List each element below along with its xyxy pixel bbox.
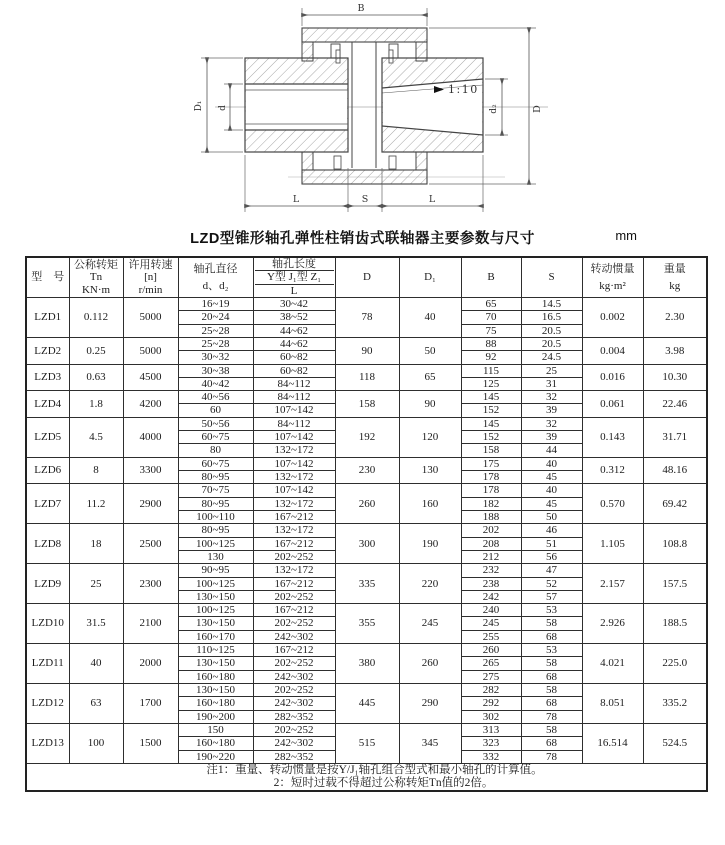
inertia-cell: 16.514 bbox=[582, 723, 643, 763]
table-row bbox=[26, 297, 707, 310]
speed-cell: 1700 bbox=[123, 684, 178, 724]
bore-length-cell: 84~112 bbox=[253, 377, 335, 390]
B-cell: 145 bbox=[461, 391, 521, 404]
model-cell: LZD10 bbox=[26, 604, 69, 644]
speed-cell: 5000 bbox=[123, 337, 178, 364]
torque-cell: 25 bbox=[69, 564, 123, 604]
header-bore-length: 轴孔长度 Y型 J₁型 Z₁ L bbox=[253, 257, 335, 297]
speed-cell: 2900 bbox=[123, 484, 178, 524]
D-cell: 355 bbox=[335, 604, 399, 644]
table-row bbox=[26, 364, 707, 377]
header-bore-diameter: 轴孔直径 d、d₂ bbox=[178, 257, 253, 297]
weight-cell: 48.16 bbox=[643, 457, 707, 484]
bore-length-cell: 30~42 bbox=[253, 297, 335, 310]
bore-length-cell: 202~252 bbox=[253, 723, 335, 736]
D1-cell: 345 bbox=[399, 723, 461, 763]
sleeve-top bbox=[302, 28, 427, 42]
model-cell: LZD5 bbox=[26, 417, 69, 457]
bore-length-cell: 107~142 bbox=[253, 431, 335, 444]
bore-diameter-cell: 60 bbox=[178, 404, 253, 417]
bore-diameter-cell: 80~95 bbox=[178, 497, 253, 510]
taper-label: 1:10 bbox=[448, 83, 479, 96]
bore-diameter-cell: 100~110 bbox=[178, 510, 253, 523]
S-cell: 51 bbox=[521, 537, 582, 550]
B-cell: 175 bbox=[461, 457, 521, 470]
B-cell: 313 bbox=[461, 723, 521, 736]
B-cell: 240 bbox=[461, 604, 521, 617]
B-cell: 158 bbox=[461, 444, 521, 457]
speed-cell: 4200 bbox=[123, 391, 178, 418]
bore-length-cell: 132~172 bbox=[253, 564, 335, 577]
S-cell: 78 bbox=[521, 750, 582, 763]
table-row bbox=[26, 604, 707, 617]
bore-left bbox=[246, 84, 347, 130]
header-weight: 重量 kg bbox=[643, 257, 707, 297]
model-cell: LZD11 bbox=[26, 644, 69, 684]
bore-diameter-cell: 150 bbox=[178, 723, 253, 736]
model-cell: LZD2 bbox=[26, 337, 69, 364]
bore-length-cell: 167~212 bbox=[253, 510, 335, 523]
bore-length-cell: 167~212 bbox=[253, 644, 335, 657]
D-cell: 118 bbox=[335, 364, 399, 391]
bore-diameter-cell: 40~42 bbox=[178, 377, 253, 390]
B-cell: 70 bbox=[461, 311, 521, 324]
sleeve-bottom bbox=[302, 170, 427, 184]
bore-length-cell: 132~172 bbox=[253, 471, 335, 484]
dim-label-S: S bbox=[361, 194, 369, 205]
bore-length-cell: 132~172 bbox=[253, 524, 335, 537]
torque-cell: 18 bbox=[69, 524, 123, 564]
bore-diameter-cell: 90~95 bbox=[178, 564, 253, 577]
bore-length-cell: 242~302 bbox=[253, 630, 335, 643]
bore-diameter-cell: 130~150 bbox=[178, 657, 253, 670]
bore-length-cell: 167~212 bbox=[253, 604, 335, 617]
B-cell: 75 bbox=[461, 324, 521, 337]
model-cell: LZD6 bbox=[26, 457, 69, 484]
torque-cell: 100 bbox=[69, 723, 123, 763]
weight-cell: 225.0 bbox=[643, 644, 707, 684]
B-cell: 125 bbox=[461, 377, 521, 390]
inertia-cell: 0.570 bbox=[582, 484, 643, 524]
D1-cell: 260 bbox=[399, 644, 461, 684]
bore-length-cell: 167~212 bbox=[253, 577, 335, 590]
D1-cell: 220 bbox=[399, 564, 461, 604]
D1-cell: 190 bbox=[399, 524, 461, 564]
bore-length-cell: 132~172 bbox=[253, 497, 335, 510]
model-cell: LZD7 bbox=[26, 484, 69, 524]
bore-length-cell: 132~172 bbox=[253, 444, 335, 457]
bore-diameter-cell: 160~180 bbox=[178, 697, 253, 710]
bore-diameter-cell: 100~125 bbox=[178, 604, 253, 617]
S-cell: 57 bbox=[521, 590, 582, 603]
S-cell: 32 bbox=[521, 417, 582, 430]
table-body bbox=[26, 297, 707, 763]
inertia-cell: 2.926 bbox=[582, 604, 643, 644]
S-cell: 45 bbox=[521, 471, 582, 484]
inertia-cell: 0.143 bbox=[582, 417, 643, 457]
bore-length-cell: 44~62 bbox=[253, 324, 335, 337]
S-cell: 68 bbox=[521, 630, 582, 643]
B-cell: 245 bbox=[461, 617, 521, 630]
B-cell: 88 bbox=[461, 337, 521, 350]
bore-length-cell: 242~302 bbox=[253, 697, 335, 710]
model-cell: LZD4 bbox=[26, 391, 69, 418]
weight-cell: 524.5 bbox=[643, 723, 707, 763]
S-cell: 20.5 bbox=[521, 324, 582, 337]
unit-label: mm bbox=[615, 228, 637, 243]
D1-cell: 130 bbox=[399, 457, 461, 484]
bore-diameter-cell: 130~150 bbox=[178, 684, 253, 697]
torque-cell: 11.2 bbox=[69, 484, 123, 524]
torque-cell: 40 bbox=[69, 644, 123, 684]
S-cell: 24.5 bbox=[521, 351, 582, 364]
bore-diameter-cell: 25~28 bbox=[178, 324, 253, 337]
header-inertia: 转动惯量 kg·m² bbox=[582, 257, 643, 297]
bore-diameter-cell: 20~24 bbox=[178, 311, 253, 324]
weight-cell: 2.30 bbox=[643, 297, 707, 337]
weight-cell: 69.42 bbox=[643, 484, 707, 524]
bore-diameter-cell: 80~95 bbox=[178, 471, 253, 484]
speed-cell: 2000 bbox=[123, 644, 178, 684]
B-cell: 260 bbox=[461, 644, 521, 657]
speed-cell: 4500 bbox=[123, 364, 178, 391]
speed-cell: 2500 bbox=[123, 524, 178, 564]
B-cell: 323 bbox=[461, 737, 521, 750]
model-cell: LZD9 bbox=[26, 564, 69, 604]
bore-diameter-cell: 190~220 bbox=[178, 750, 253, 763]
bore-length-cell: 282~352 bbox=[253, 710, 335, 723]
B-cell: 115 bbox=[461, 364, 521, 377]
table-row bbox=[26, 564, 707, 577]
dim-label-L-left: L bbox=[292, 194, 300, 205]
bore-length-cell: 202~252 bbox=[253, 684, 335, 697]
dim-label-B: B bbox=[357, 3, 365, 14]
B-cell: 152 bbox=[461, 404, 521, 417]
B-cell: 242 bbox=[461, 590, 521, 603]
bore-length-cell: 44~62 bbox=[253, 337, 335, 350]
bore-length-cell: 202~252 bbox=[253, 550, 335, 563]
D-cell: 300 bbox=[335, 524, 399, 564]
D1-cell: 160 bbox=[399, 484, 461, 524]
inertia-cell: 1.105 bbox=[582, 524, 643, 564]
bore-diameter-cell: 30~38 bbox=[178, 364, 253, 377]
D-cell: 158 bbox=[335, 391, 399, 418]
inertia-cell: 0.312 bbox=[582, 457, 643, 484]
S-cell: 78 bbox=[521, 710, 582, 723]
bore-diameter-cell: 80~95 bbox=[178, 524, 253, 537]
B-cell: 332 bbox=[461, 750, 521, 763]
bore-length-cell: 60~82 bbox=[253, 351, 335, 364]
dim-label-D: D bbox=[532, 105, 543, 113]
bore-length-cell: 202~252 bbox=[253, 617, 335, 630]
torque-cell: 8 bbox=[69, 457, 123, 484]
bore-diameter-cell: 16~19 bbox=[178, 297, 253, 310]
bore-diameter-cell: 70~75 bbox=[178, 484, 253, 497]
header-speed: 许用转速 [n] r/min bbox=[123, 257, 178, 297]
page-title: LZD型锥形轴孔弹性柱销齿式联轴器主要参数与尺寸 bbox=[190, 231, 535, 247]
table-row bbox=[26, 391, 707, 404]
speed-cell: 1500 bbox=[123, 723, 178, 763]
bore-diameter-cell: 130~150 bbox=[178, 590, 253, 603]
S-cell: 68 bbox=[521, 737, 582, 750]
table-row bbox=[26, 644, 707, 657]
bore-diameter-cell: 60~75 bbox=[178, 457, 253, 470]
S-cell: 46 bbox=[521, 524, 582, 537]
bore-diameter-cell: 130 bbox=[178, 550, 253, 563]
dim-label-d2: d₂ bbox=[489, 104, 499, 114]
D1-cell: 90 bbox=[399, 391, 461, 418]
bore-length-cell: 202~252 bbox=[253, 590, 335, 603]
S-cell: 25 bbox=[521, 364, 582, 377]
D-cell: 230 bbox=[335, 457, 399, 484]
table-row bbox=[26, 417, 707, 430]
D-cell: 260 bbox=[335, 484, 399, 524]
weight-cell: 22.46 bbox=[643, 391, 707, 418]
notes-cell bbox=[26, 763, 707, 790]
D-cell: 515 bbox=[335, 723, 399, 763]
bore-diameter-cell: 160~170 bbox=[178, 630, 253, 643]
inertia-cell: 0.002 bbox=[582, 297, 643, 337]
coupling-drawing bbox=[0, 0, 725, 225]
inertia-cell: 0.016 bbox=[582, 364, 643, 391]
S-cell: 31 bbox=[521, 377, 582, 390]
D-cell: 90 bbox=[335, 337, 399, 364]
D-cell: 380 bbox=[335, 644, 399, 684]
torque-cell: 1.8 bbox=[69, 391, 123, 418]
B-cell: 208 bbox=[461, 537, 521, 550]
weight-cell: 108.8 bbox=[643, 524, 707, 564]
B-cell: 292 bbox=[461, 697, 521, 710]
bore-diameter-cell: 40~56 bbox=[178, 391, 253, 404]
D1-cell: 50 bbox=[399, 337, 461, 364]
bore-length-cell: 202~252 bbox=[253, 657, 335, 670]
torque-cell: 0.63 bbox=[69, 364, 123, 391]
table-row bbox=[26, 524, 707, 537]
bore-diameter-cell: 30~32 bbox=[178, 351, 253, 364]
inertia-cell: 8.051 bbox=[582, 684, 643, 724]
table-row bbox=[26, 337, 707, 350]
header-model: 型 号 bbox=[26, 257, 69, 297]
weight-cell: 3.98 bbox=[643, 337, 707, 364]
weight-cell: 31.71 bbox=[643, 417, 707, 457]
bore-diameter-cell: 25~28 bbox=[178, 337, 253, 350]
D1-cell: 245 bbox=[399, 604, 461, 644]
B-cell: 178 bbox=[461, 471, 521, 484]
S-cell: 53 bbox=[521, 644, 582, 657]
S-cell: 50 bbox=[521, 510, 582, 523]
table-row bbox=[26, 484, 707, 497]
B-cell: 182 bbox=[461, 497, 521, 510]
S-cell: 52 bbox=[521, 577, 582, 590]
model-cell: LZD8 bbox=[26, 524, 69, 564]
bore-length-cell: 167~212 bbox=[253, 537, 335, 550]
bore-length-cell: 84~112 bbox=[253, 417, 335, 430]
B-cell: 232 bbox=[461, 564, 521, 577]
torque-cell: 0.112 bbox=[69, 297, 123, 337]
S-cell: 40 bbox=[521, 457, 582, 470]
bore-diameter-cell: 110~125 bbox=[178, 644, 253, 657]
D1-cell: 40 bbox=[399, 297, 461, 337]
note-line-1: 注1：重量、转动惯量是按Y/J₁轴孔组合型式和最小轴孔的计算值。 bbox=[206, 763, 543, 776]
S-cell: 58 bbox=[521, 684, 582, 697]
bore-length-cell: 107~142 bbox=[253, 404, 335, 417]
inertia-cell: 0.061 bbox=[582, 391, 643, 418]
B-cell: 65 bbox=[461, 297, 521, 310]
parameter-table bbox=[25, 256, 708, 792]
B-cell: 212 bbox=[461, 550, 521, 563]
bore-length-cell: 60~82 bbox=[253, 364, 335, 377]
B-cell: 188 bbox=[461, 510, 521, 523]
header-S: S bbox=[521, 257, 582, 297]
model-cell: LZD12 bbox=[26, 684, 69, 724]
table-row bbox=[26, 723, 707, 736]
S-cell: 32 bbox=[521, 391, 582, 404]
inertia-cell: 0.004 bbox=[582, 337, 643, 364]
S-cell: 58 bbox=[521, 617, 582, 630]
table-header bbox=[26, 257, 707, 297]
B-cell: 265 bbox=[461, 657, 521, 670]
bore-diameter-cell: 160~180 bbox=[178, 670, 253, 683]
bore-diameter-cell: 80 bbox=[178, 444, 253, 457]
D1-cell: 290 bbox=[399, 684, 461, 724]
speed-cell: 3300 bbox=[123, 457, 178, 484]
dim-label-D1: D₁ bbox=[194, 100, 204, 112]
header-B: B bbox=[461, 257, 521, 297]
header-D: D bbox=[335, 257, 399, 297]
S-cell: 58 bbox=[521, 723, 582, 736]
S-cell: 16.5 bbox=[521, 311, 582, 324]
D-cell: 445 bbox=[335, 684, 399, 724]
header-D1: D₁ bbox=[399, 257, 461, 297]
speed-cell: 2100 bbox=[123, 604, 178, 644]
D-cell: 335 bbox=[335, 564, 399, 604]
bore-length-cell: 107~142 bbox=[253, 457, 335, 470]
bore-diameter-cell: 100~125 bbox=[178, 537, 253, 550]
S-cell: 68 bbox=[521, 670, 582, 683]
bore-diameter-cell: 50~56 bbox=[178, 417, 253, 430]
B-cell: 238 bbox=[461, 577, 521, 590]
S-cell: 14.5 bbox=[521, 297, 582, 310]
dim-label-L-right: L bbox=[428, 194, 436, 205]
S-cell: 44 bbox=[521, 444, 582, 457]
bore-length-cell: 84~112 bbox=[253, 391, 335, 404]
S-cell: 39 bbox=[521, 404, 582, 417]
bore-diameter-cell: 60~75 bbox=[178, 431, 253, 444]
B-cell: 255 bbox=[461, 630, 521, 643]
bore-length-cell: 282~352 bbox=[253, 750, 335, 763]
D-cell: 192 bbox=[335, 417, 399, 457]
speed-cell: 5000 bbox=[123, 297, 178, 337]
title-row bbox=[0, 227, 725, 253]
header-torque: 公称转矩 Tn KN·m bbox=[69, 257, 123, 297]
S-cell: 68 bbox=[521, 697, 582, 710]
bore-diameter-cell: 130~150 bbox=[178, 617, 253, 630]
bore-length-cell: 107~142 bbox=[253, 484, 335, 497]
S-cell: 45 bbox=[521, 497, 582, 510]
B-cell: 145 bbox=[461, 417, 521, 430]
model-cell: LZD3 bbox=[26, 364, 69, 391]
weight-cell: 188.5 bbox=[643, 604, 707, 644]
model-cell: LZD1 bbox=[26, 297, 69, 337]
torque-cell: 4.5 bbox=[69, 417, 123, 457]
D-cell: 78 bbox=[335, 297, 399, 337]
S-cell: 56 bbox=[521, 550, 582, 563]
weight-cell: 335.2 bbox=[643, 684, 707, 724]
B-cell: 202 bbox=[461, 524, 521, 537]
B-cell: 282 bbox=[461, 684, 521, 697]
weight-cell: 157.5 bbox=[643, 564, 707, 604]
dim-label-d: d bbox=[218, 105, 228, 111]
S-cell: 58 bbox=[521, 657, 582, 670]
table-row bbox=[26, 684, 707, 697]
S-cell: 53 bbox=[521, 604, 582, 617]
torque-cell: 63 bbox=[69, 684, 123, 724]
B-cell: 275 bbox=[461, 670, 521, 683]
table-row bbox=[26, 457, 707, 470]
S-cell: 39 bbox=[521, 431, 582, 444]
D1-cell: 65 bbox=[399, 364, 461, 391]
model-cell: LZD13 bbox=[26, 723, 69, 763]
bore-diameter-cell: 100~125 bbox=[178, 577, 253, 590]
S-cell: 40 bbox=[521, 484, 582, 497]
bore-length-cell: 38~52 bbox=[253, 311, 335, 324]
B-cell: 152 bbox=[461, 431, 521, 444]
torque-cell: 31.5 bbox=[69, 604, 123, 644]
D1-cell: 120 bbox=[399, 417, 461, 457]
bore-diameter-cell: 190~200 bbox=[178, 710, 253, 723]
speed-cell: 2300 bbox=[123, 564, 178, 604]
S-cell: 20.5 bbox=[521, 337, 582, 350]
S-cell: 47 bbox=[521, 564, 582, 577]
bore-length-cell: 242~302 bbox=[253, 737, 335, 750]
inertia-cell: 4.021 bbox=[582, 644, 643, 684]
weight-cell: 10.30 bbox=[643, 364, 707, 391]
bore-diameter-cell: 160~180 bbox=[178, 737, 253, 750]
speed-cell: 4000 bbox=[123, 417, 178, 457]
bore-length-cell: 242~302 bbox=[253, 670, 335, 683]
note-line-2: 2：短时过载不得超过公称转矩Tn值的2倍。 bbox=[273, 776, 494, 789]
B-cell: 178 bbox=[461, 484, 521, 497]
torque-cell: 0.25 bbox=[69, 337, 123, 364]
B-cell: 302 bbox=[461, 710, 521, 723]
B-cell: 92 bbox=[461, 351, 521, 364]
inertia-cell: 2.157 bbox=[582, 564, 643, 604]
